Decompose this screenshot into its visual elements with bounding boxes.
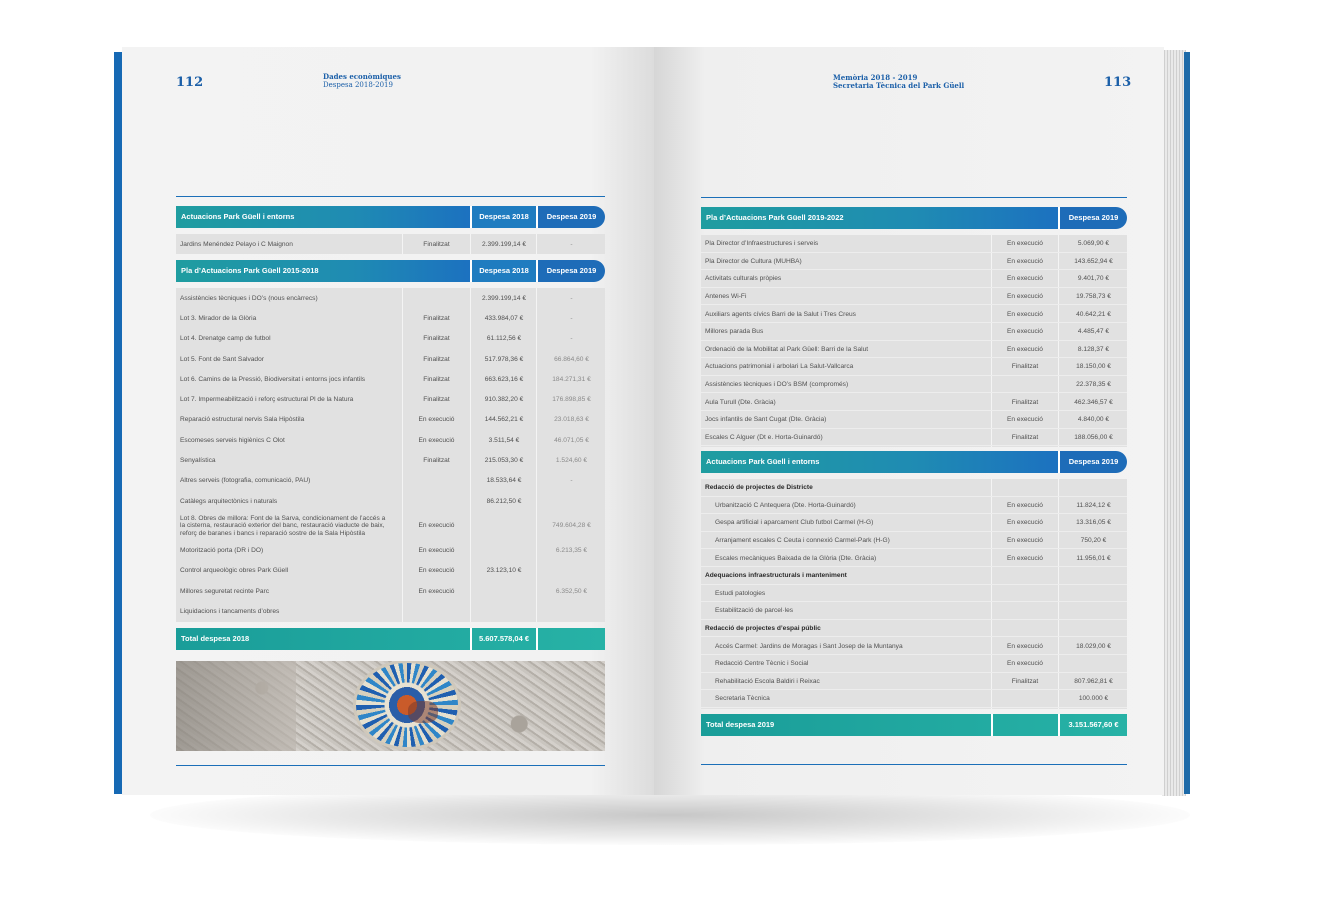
right-page xyxy=(654,47,1164,795)
row-status: En execució xyxy=(1007,293,1043,301)
row-status: Finalitzat xyxy=(1011,363,1039,371)
table-row xyxy=(176,511,605,540)
table-row xyxy=(701,567,1127,585)
row-value-2018 xyxy=(472,581,536,601)
table-row xyxy=(701,549,1127,567)
running-header xyxy=(323,73,401,89)
table-row xyxy=(176,450,605,470)
row-status xyxy=(403,491,470,511)
row-status: En execució xyxy=(418,416,455,424)
row-label: Secretaria Tècnica xyxy=(715,695,770,703)
row-value-2019: - xyxy=(570,240,573,248)
row-value-2019 xyxy=(1060,620,1127,638)
row-label: Arranjament escales C Ceuta i connexió Carmel-Park (H-G) xyxy=(715,537,890,545)
row-value-2018: 86.212,50 € xyxy=(486,497,522,505)
total-label: Total despesa 2018 xyxy=(181,634,250,643)
table-row xyxy=(701,376,1127,394)
row-status: Finalitzat xyxy=(423,355,450,363)
row-status: En execució xyxy=(1007,257,1043,265)
table-row xyxy=(701,305,1127,323)
table-row xyxy=(701,673,1127,691)
row-value-2018: 433.984,07 € xyxy=(484,314,524,322)
table-row xyxy=(176,561,605,581)
total-row xyxy=(176,628,605,650)
row-status xyxy=(992,602,1058,620)
row-value-2019: 1.524,60 € xyxy=(555,457,588,465)
header-title: Memòria 2018 - 2019 xyxy=(833,73,918,82)
row-status: En execució xyxy=(1007,501,1043,509)
row-value-2018 xyxy=(472,601,536,621)
row-value-2019: 462.346,57 € xyxy=(1074,398,1113,406)
table-row xyxy=(176,349,605,369)
table-row xyxy=(701,235,1127,253)
table-header xyxy=(176,206,605,228)
table-row xyxy=(176,234,605,254)
row-value-2019: 13.316,05 € xyxy=(1076,519,1111,527)
row-value-2019: 188.056,00 € xyxy=(1074,433,1113,441)
row-value-2018: 61.112,56 € xyxy=(486,335,522,343)
row-label: Assistències tècniques i DO’s BSM (compromés) xyxy=(705,381,849,389)
row-value-2019: 6.213,35 € xyxy=(555,546,588,554)
row-status: En execució xyxy=(1007,240,1043,248)
row-value-2019: 18.029,00 € xyxy=(1076,642,1111,650)
row-status: En execució xyxy=(1007,416,1043,424)
table-row xyxy=(176,410,605,430)
table-row xyxy=(176,288,605,308)
table-row xyxy=(701,429,1127,447)
row-value-2019: - xyxy=(570,294,573,302)
row-value-2019: 4.840,00 € xyxy=(1077,416,1110,424)
row-value-2019: - xyxy=(570,314,573,322)
mosaic-photo xyxy=(176,661,605,751)
row-label: Altres serveis (fotografia, comunicació, PAU) xyxy=(180,477,311,485)
row-value-2019: 11.824,12 € xyxy=(1076,501,1111,509)
table-body xyxy=(176,234,605,254)
column-header: Despesa 2019 xyxy=(1060,207,1127,229)
row-value-2019: 66.864,60 € xyxy=(554,355,589,363)
row-label: Rehabilitació Escola Baldiri i Reixac xyxy=(715,677,820,685)
row-label: Escomeses serveis higiènics C Olot xyxy=(180,436,285,444)
row-value-2019 xyxy=(1060,655,1127,673)
left-page xyxy=(122,47,654,795)
page-number: 113 xyxy=(1104,75,1132,90)
row-status: Finalitzat xyxy=(423,240,450,248)
row-label: Jocs infantils de Sant Cugat (Dte. Gràcia) xyxy=(705,416,827,424)
header-title: Dades econòmiques xyxy=(323,72,401,81)
table-body xyxy=(176,288,605,622)
row-value-2019: 46.071,05 € xyxy=(554,436,589,444)
table-row xyxy=(701,655,1127,673)
table-row xyxy=(701,497,1127,515)
row-label: Liquidacions i tancaments d’obres xyxy=(180,607,280,615)
row-value-2019: 9.401,70 € xyxy=(1077,275,1110,283)
column-header: Despesa 2018 xyxy=(472,206,536,228)
row-label-line: reforç de baranes i bancs i reparació sostre de la Sala Hipòstila xyxy=(180,529,366,537)
row-label xyxy=(180,511,385,540)
bottom-rule xyxy=(701,764,1127,765)
row-status xyxy=(403,288,470,308)
row-value-2019 xyxy=(1060,585,1127,603)
table-row xyxy=(176,581,605,601)
row-status: En execució xyxy=(1007,642,1043,650)
row-value-2019: 4.485,47 € xyxy=(1077,328,1110,336)
total-value: 3.151.567,60 € xyxy=(1068,720,1119,729)
row-value-2019: 6.352,50 € xyxy=(555,587,588,595)
table-row xyxy=(701,341,1127,359)
row-label: Lot 4. Drenatge camp de futbol xyxy=(180,335,271,343)
row-divider xyxy=(701,445,1127,446)
row-label: Estabilització de parcel·les xyxy=(715,607,794,615)
row-status: En execució xyxy=(1007,660,1043,668)
row-value-2019: 11.956,01 € xyxy=(1076,554,1111,562)
table-row xyxy=(176,308,605,328)
row-value-2018: 663.623,16 € xyxy=(484,375,524,383)
row-value-2019: 19.758,73 € xyxy=(1076,293,1111,301)
table-header xyxy=(176,260,605,282)
row-status: En execució xyxy=(418,567,455,575)
top-rule xyxy=(176,196,605,197)
column-header: Despesa 2019 xyxy=(538,206,605,228)
row-status: En execució xyxy=(1007,554,1043,562)
table-row xyxy=(701,532,1127,550)
table-row xyxy=(176,540,605,560)
row-label: Gespa artificial i aparcament Club futbol Carmel (H-G) xyxy=(715,519,874,527)
row-status xyxy=(992,585,1058,603)
row-status: En execució xyxy=(1007,328,1043,336)
row-value-2019: 8.128,37 € xyxy=(1077,345,1110,353)
page-number: 112 xyxy=(176,75,204,90)
row-label: Ordenació de la Mobilitat al Park Güell: Barri de la Salut xyxy=(705,345,869,353)
row-value-2019 xyxy=(1060,479,1127,497)
row-label: Auxiliars agents cívics Barri de la Salut i Tres Creus xyxy=(705,310,856,318)
table-body xyxy=(701,479,1127,709)
row-label: Adequacions infraestructurals i manteniment xyxy=(705,572,847,580)
row-value-2019: 143.652,94 € xyxy=(1074,257,1113,265)
table-row xyxy=(701,620,1127,638)
row-label: Control arqueològic obres Park Güell xyxy=(180,567,289,575)
row-value-2019: - xyxy=(570,477,573,485)
row-status: Finalitzat xyxy=(1011,433,1039,441)
row-label: Lot 6. Camins de la Pressió, Biodiversitat i entorns jocs infantils xyxy=(180,375,366,383)
row-value-2018: 3.511,54 € xyxy=(488,436,520,444)
row-value-2019 xyxy=(538,561,605,581)
table-row xyxy=(701,602,1127,620)
row-value-2018: 910.382,20 € xyxy=(484,396,524,404)
column-header: Despesa 2019 xyxy=(1060,451,1127,473)
table-title: Actuacions Park Güell i entorns xyxy=(181,212,295,221)
table-row xyxy=(701,253,1127,271)
row-status: Finalitzat xyxy=(1011,398,1039,406)
row-label: Estudi patologies xyxy=(715,589,766,597)
table-row xyxy=(701,514,1127,532)
row-status xyxy=(992,620,1058,638)
table-title: Pla d’Actuacions Park Güell 2019-2022 xyxy=(706,213,844,222)
row-status: En execució xyxy=(418,436,455,444)
row-status: En execució xyxy=(1007,537,1043,545)
top-rule xyxy=(701,197,1127,198)
row-status xyxy=(403,471,470,491)
header-subtitle: Secretaria Tècnica del Park Güell xyxy=(833,81,965,90)
table-row xyxy=(701,358,1127,376)
row-value-2018: 517.978,36 € xyxy=(484,355,524,363)
row-label: Activitats culturals pròpies xyxy=(705,275,782,283)
row-label: Escales C Alguer (Dt e. Horta-Guinardó) xyxy=(705,433,823,441)
row-label: Urbanització C Antequera (Dte. Horta-Guinardó) xyxy=(715,501,856,509)
row-status: Finalitzat xyxy=(423,457,450,465)
table-row xyxy=(701,585,1127,603)
row-status: En execució xyxy=(1007,310,1043,318)
total-label: Total despesa 2019 xyxy=(706,720,775,729)
row-label: Aula Turull (Dte. Gràcia) xyxy=(705,398,776,406)
row-label: Escales mecàniques Baixada de la Glòria (Dte. Gràcia) xyxy=(715,554,877,562)
table-header xyxy=(701,207,1127,229)
column-header: Despesa 2018 xyxy=(472,260,536,282)
row-status: En execució xyxy=(1007,275,1043,283)
row-label: Redacció de projectes d’espai públic xyxy=(705,625,821,633)
table-row xyxy=(701,690,1127,708)
page-stack-edge xyxy=(1162,50,1186,796)
row-label: Pla Director d’Infraestructures i serveis xyxy=(705,240,819,248)
table-header xyxy=(701,451,1127,473)
table-row xyxy=(176,390,605,410)
row-label: Lot 3. Mirador de la Glòria xyxy=(180,314,257,322)
row-value-2019 xyxy=(538,491,605,511)
table-title: Pla d’Actuacions Park Güell 2015-2018 xyxy=(181,266,319,275)
row-value-2019 xyxy=(538,601,605,621)
row-value-2018: 2.399.199,14 € xyxy=(482,294,526,302)
row-status: Finalitzat xyxy=(1011,677,1039,685)
row-status: Finalitzat xyxy=(423,335,450,343)
row-label: Antenes Wi-Fi xyxy=(705,293,747,301)
table-row xyxy=(176,430,605,450)
row-label: Lot 7. Impermeabilització i reforç estructural Pl de la Natura xyxy=(180,396,354,404)
row-label: Assistències tècniques i DO’s (nous encàrrecs) xyxy=(180,294,318,302)
header-subtitle: Despesa 2018-2019 xyxy=(323,81,393,89)
total-row xyxy=(701,714,1127,736)
row-value-2019: 40.642,21 € xyxy=(1076,310,1111,318)
row-value-2019: 18.150,00 € xyxy=(1076,363,1111,371)
row-status: En execució xyxy=(1007,345,1043,353)
row-status: En execució xyxy=(418,546,455,554)
table-row xyxy=(176,491,605,511)
row-status: En execució xyxy=(418,522,455,530)
row-label-line: la cisterna, restauració exterior del banc, restauració viaducte de baix, xyxy=(180,522,385,530)
row-status xyxy=(992,690,1058,708)
row-status: Finalitzat xyxy=(423,375,450,383)
row-status: En execució xyxy=(1007,519,1043,527)
row-label: Lot 5. Font de Sant Salvador xyxy=(180,355,264,363)
bottom-rule xyxy=(176,765,605,766)
row-label: Redacció de projectes de Districte xyxy=(705,484,813,492)
row-value-2019: 807.962,81 € xyxy=(1074,677,1113,685)
row-status xyxy=(992,376,1058,394)
table-row xyxy=(701,479,1127,497)
row-label: Redacció Centre Tècnic i Social xyxy=(715,660,809,668)
row-value-2019: 100.000 € xyxy=(1078,695,1109,703)
table-title: Actuacions Park Güell i entorns xyxy=(706,457,820,466)
row-value-2019 xyxy=(1060,567,1127,585)
row-value-2018: 215.053,30 € xyxy=(484,457,524,465)
row-label: Reparació estructural nervis Sala Hipòstila xyxy=(180,416,305,424)
column-header: Despesa 2019 xyxy=(538,260,605,282)
row-value-2019: 750,20 € xyxy=(1080,537,1107,545)
row-value-2019: - xyxy=(570,335,573,343)
row-label: Senyalística xyxy=(180,457,216,465)
total-value: 5.607.578,04 € xyxy=(478,634,530,643)
row-status: Finalitzat xyxy=(423,396,450,404)
row-value-2018: 2.399.199,14 € xyxy=(482,240,526,248)
table-row xyxy=(176,369,605,389)
table-row xyxy=(176,601,605,621)
row-status xyxy=(992,479,1058,497)
left-cover-edge xyxy=(114,52,122,794)
row-value-2019: 749.604,28 € xyxy=(552,522,591,530)
row-value-2019: 184.271,31 € xyxy=(552,375,591,383)
table-row xyxy=(701,270,1127,288)
row-value-2018: 23.123,10 € xyxy=(486,567,522,575)
row-value-2019: 5.069,90 € xyxy=(1077,240,1110,248)
table-row xyxy=(701,411,1127,429)
row-value-2019: 22.378,35 € xyxy=(1076,381,1111,389)
row-value-2018: 144.562,21 € xyxy=(484,416,524,424)
row-status: Finalitzat xyxy=(423,314,450,322)
row-value-2018 xyxy=(472,540,536,560)
table-body xyxy=(701,235,1127,447)
row-label: Jardins Menéndez Pelayo i C Maignon xyxy=(180,240,293,248)
row-status: En execució xyxy=(418,587,455,595)
row-label: Pla Director de Cultura (MUHBA) xyxy=(705,257,802,265)
table-row xyxy=(176,471,605,491)
row-status xyxy=(992,567,1058,585)
table-row xyxy=(701,288,1127,306)
row-value-2019 xyxy=(1060,602,1127,620)
table-row xyxy=(701,393,1127,411)
row-status xyxy=(403,601,470,621)
row-divider xyxy=(701,707,1127,708)
table-row xyxy=(701,637,1127,655)
row-label-line: Lot 8. Obres de millora: Font de la Sarva, condicionament de l’accés a xyxy=(180,514,386,522)
table-row xyxy=(701,323,1127,341)
right-cover-edge xyxy=(1184,52,1190,794)
running-header xyxy=(833,74,964,90)
row-value-2019: 23.018,63 € xyxy=(554,416,589,424)
row-label: Motorització porta (DR i DO) xyxy=(180,546,264,554)
row-label: Actuacions patrimonial i arbolari La Salut-Vallcarca xyxy=(705,363,854,371)
row-value-2018: 18.533,64 € xyxy=(486,477,522,485)
row-value-2019: 176.898,85 € xyxy=(552,396,591,404)
row-label: Catàlegs arquitectònics i naturals xyxy=(180,497,278,505)
row-label: Millores parada Bus xyxy=(705,328,764,336)
row-label: Accés Carmel: Jardins de Moragas i Sant Josep de la Muntanya xyxy=(715,642,903,650)
table-row xyxy=(176,329,605,349)
row-label: Millores seguretat recinte Parc xyxy=(180,587,270,595)
